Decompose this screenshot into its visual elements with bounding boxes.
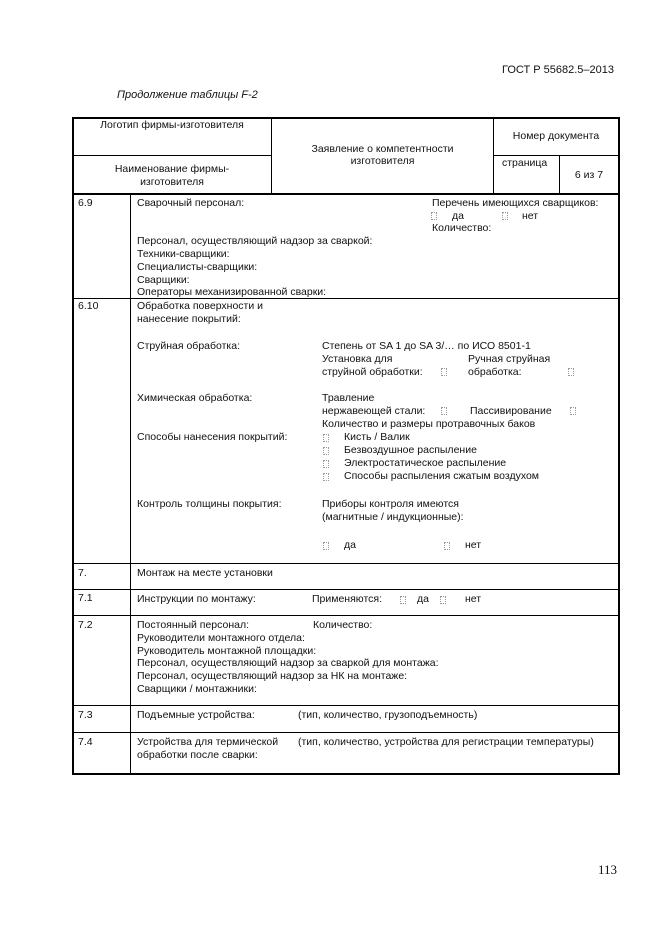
quantity-label: Количество: <box>313 619 373 631</box>
airless-checkbox[interactable] <box>323 447 329 455</box>
compressed-air-checkbox[interactable] <box>323 473 329 481</box>
applied-label: Применяются: <box>312 593 382 605</box>
no-label: нет <box>465 539 482 551</box>
brush-roller-label: Кисть / Валик <box>344 431 410 443</box>
statement-line2: изготовителя <box>350 155 415 167</box>
staff-line: Техники-сварщики: <box>137 248 230 260</box>
staff-line: Операторы механизированной сварки: <box>137 286 327 298</box>
staff-line: Сварщики / монтажники: <box>137 683 257 695</box>
row-number: 7.2 <box>78 619 93 631</box>
coating-methods-label: Способы нанесения покрытий: <box>137 431 288 443</box>
no-checkbox[interactable] <box>440 596 446 604</box>
yes-checkbox[interactable] <box>431 212 437 220</box>
compressed-air-label: Способы распыления сжатым воздухом <box>344 470 540 482</box>
staff-line: Персонал, осуществляющий надзор за НК на монтаже: <box>137 670 408 682</box>
passivation-label: Пассивирование <box>470 405 552 417</box>
page-number: 113 <box>598 862 618 877</box>
no-label: нет <box>522 210 539 222</box>
surface-title-line2: нанесение покрытий: <box>137 313 241 325</box>
lifting-devices-note: (тип, количество, грузоподъемность) <box>298 709 478 721</box>
devices-line1: Приборы контроля имеются <box>322 498 459 510</box>
welding-staff-title: Сварочный персонал: <box>137 197 245 209</box>
etching-checkbox[interactable] <box>441 407 447 415</box>
lifting-devices-label: Подъемные устройства: <box>137 709 255 721</box>
blast-installation-line2: струйной обработки: <box>322 366 423 378</box>
etching-line1: Травление <box>322 392 375 404</box>
staff-line: Персонал, осуществляющий надзор за сваркой для монтажа: <box>137 657 439 669</box>
blast-installation-checkbox[interactable] <box>441 368 447 376</box>
etching-line2: нержавеющей стали: <box>322 405 426 417</box>
staff-line: Персонал, осуществляющий надзор за сваркой: <box>137 235 373 247</box>
airless-label: Безвоздушное распыление <box>344 444 477 456</box>
yes-label: да <box>452 210 464 222</box>
welders-list-title: Перечень имеющихся сварщиков: <box>432 197 599 209</box>
row-number: 7. <box>78 567 87 579</box>
staff-line: Руководители монтажного отдела: <box>137 632 305 644</box>
yes-label: да <box>417 593 429 605</box>
thickness-control-label: Контроль толщины покрытия: <box>137 498 282 510</box>
passivation-checkbox[interactable] <box>570 407 576 415</box>
brush-roller-checkbox[interactable] <box>323 434 329 442</box>
no-checkbox[interactable] <box>444 542 450 550</box>
logo-label: Логотип фирмы-изготовителя <box>100 119 244 131</box>
heat-treatment-line2: обработки после сварки: <box>137 749 258 761</box>
blast-installation-line1: Установка для <box>322 353 393 365</box>
page-value: 6 из 7 <box>574 169 604 181</box>
no-checkbox[interactable] <box>502 212 508 220</box>
standard-number: ГОСТ Р 55682.5–2013 <box>502 64 614 76</box>
devices-line2: (магнитные / индукционные): <box>322 511 464 523</box>
manual-blasting-line1: Ручная струйная <box>468 353 551 365</box>
blast-degree: Степень от SA 1 до SA 3/… по ИСО 8501-1 <box>322 340 531 352</box>
yes-checkbox[interactable] <box>400 596 406 604</box>
heat-treatment-note: (тип, количество, устройства для регистрации температуры) <box>298 736 594 748</box>
electrostatic-label: Электростатическое распыление <box>344 457 507 469</box>
tanks-label: Количество и размеры протравочных баков <box>322 418 536 430</box>
yes-checkbox[interactable] <box>323 542 329 550</box>
row-number: 6.10 <box>78 300 99 312</box>
heat-treatment-line1: Устройства для термической <box>137 736 279 748</box>
row-number: 7.3 <box>78 709 93 721</box>
row-number: 7.1 <box>78 592 93 604</box>
staff-line: Сварщики: <box>137 274 190 286</box>
row-number: 6.9 <box>78 197 93 209</box>
company-name-line1: Наименование фирмы- <box>114 163 230 175</box>
electrostatic-checkbox[interactable] <box>323 460 329 468</box>
yes-label: да <box>344 539 356 551</box>
manual-blasting-line2: обработка: <box>468 366 522 378</box>
table-caption: Продолжение таблицы F-2 <box>117 89 258 101</box>
blasting-label: Струйная обработка: <box>137 340 241 352</box>
manual-blasting-checkbox[interactable] <box>568 368 574 376</box>
surface-title-line1: Обработка поверхности и <box>137 300 264 312</box>
row-number: 7.4 <box>78 736 93 748</box>
statement-line1: Заявление о компетентности <box>311 143 454 155</box>
site-installation-title: Монтаж на месте установки <box>137 567 273 579</box>
company-name-line2: изготовителя <box>140 176 204 188</box>
page-label: страница <box>502 157 548 169</box>
doc-number-label: Номер документа <box>512 130 600 142</box>
chemical-label: Химическая обработка: <box>137 392 253 404</box>
permanent-staff-label: Постоянный персонал: <box>137 619 250 631</box>
no-label: нет <box>465 593 482 605</box>
installation-instructions-label: Инструкции по монтажу: <box>137 593 256 605</box>
quantity-label: Количество: <box>432 222 492 234</box>
staff-line: Руководитель монтажной площадки: <box>137 645 317 657</box>
staff-line: Специалисты-сварщики: <box>137 261 258 273</box>
